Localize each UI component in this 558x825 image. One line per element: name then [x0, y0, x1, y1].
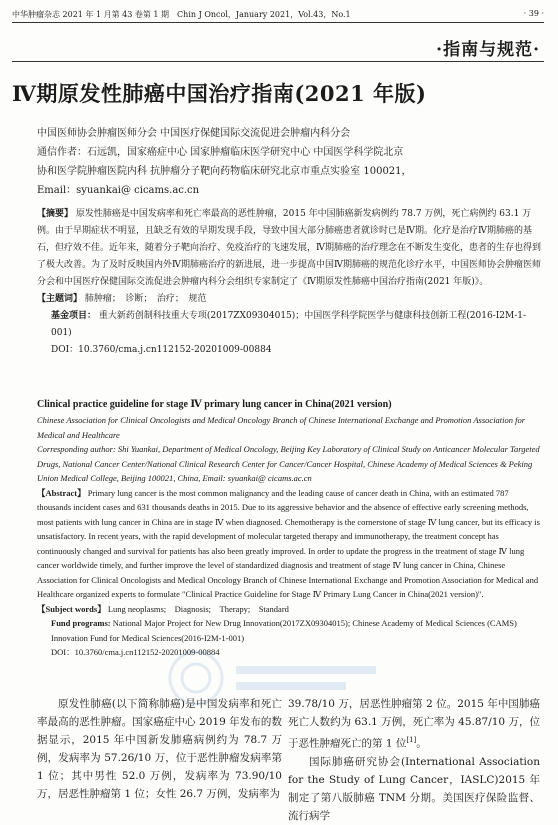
body-paragraph: 原发性肺癌(以下简称肺癌)是中国发病率和死亡率最高的恶性肿瘤。国家癌症中心 2019 年发布的数据显示，2015 年中国新发肺癌病例约为 78.7 万例，发病率为 57.26/10 万，位于恶性肿瘤发病率第 1 位；其中男性 52.0 万例，发病率为 73.90/10 万，居恶性肿瘤第 1 位；女性 26.7 万例，发病率为: [37, 698, 282, 800]
running-header: [12, 9, 544, 20]
body-column-left: [37, 695, 282, 803]
english-fund-label: Fund programs:: [51, 618, 111, 628]
keywords-text: 肺肿瘤； 诊断； 治疗； 规范: [84, 294, 207, 304]
english-doi[interactable]: DOI：10.3760/cma.j.cn112152-20201009-00884: [51, 647, 220, 657]
author-line: 协和医学院肿瘤医院内科 抗肿瘤分子靶向药物临床研究北京市重点实验室 100021，: [37, 166, 412, 177]
author-line: 中国医师协会肿瘤医师分会 中国医疗保健国际交流促进会肿瘤内科分会: [37, 128, 351, 139]
reference-marker[interactable]: [1]: [406, 736, 417, 744]
english-abstract-text: Primary lung cancer is the most common malignancy and the leading cause of cancer death in China, with an estimated 787 thousands incident cases and 631 thousands deaths in 2015. Due to its aggressive behavior and the absence of effective early screening methods, most patients with lung cancer in China are in stage Ⅳ when diagnosed. Chemotherapy is the cornerstone of stage Ⅳ lung cancer, but its efficacy is unsatisfactory. In recent years, with the rapid development of molecular targeted therapy and immunotherapy, the treatment concept has continuously changed and survival for patients has also been greatly improved. In order to update the progress in the treatment of stage Ⅳ lung cancer worldwide timely, and further improve the level of standardized diagnosis and treatment of stage Ⅳ lung cancer in China, Chinese Association for Clinical Oncologists and Medical Oncology Branch of Chinese International Exchange and Promotion Association for Medical and Healthcare organized experts to formulate "Clinical Practice Guideline for Stage Ⅳ Primary Lung Cancer in China(2021 version)".: [37, 487, 540, 599]
doi-line[interactable]: DOI：10.3760/cma.j.cn112152-20201009-00884: [51, 345, 272, 355]
body-text: 39.78/10 万，居恶性肿瘤第 2 位。2015 年中国肺癌死亡人数约为 63.1 万例，死亡率为 45.87/10 万，位于恶性肿瘤死亡的第 1 位: [288, 698, 540, 750]
fund-text: 重大新药创制科技重大专项(2017ZX09304015)；中国医学科学院医学与健康科技创新工程(2016-I2M-1-001): [51, 311, 527, 338]
english-orgs: Chinese Association for Clinical Oncologists and Medical Oncology Branch of Chinese International Exchange and Promotion Association for Medical and Healthcare: [37, 415, 526, 440]
abstract-text: 原发性肺癌是中国发病率和死亡率最高的恶性肿瘤，2015 年中国肺癌新发病例约 78.7 万例，死亡病例约 63.1 万例。由于早期症状不明显，且缺乏有效的早期发现手段，导致中国大部分肺癌患者就诊时已是Ⅳ期。化疗是治疗Ⅳ期肺癌的基石，但疗效不佳。近年来，随着分子靶向治疗、免疫治疗的飞速发展，Ⅳ期肺癌的治疗理念在不断发生变化，患者的生存也得到了极大改善。为了及时反映国内外Ⅳ期肺癌治疗的新进展，进一步提高中国Ⅳ期肺癌的规范化诊疗水平，中国医师协会肿瘤医师分会和中国医疗保健国际交流促进会肿瘤内科分会组织专家制定了《Ⅳ期原发性肺癌中国治疗指南(2021 年版)》。: [37, 209, 541, 287]
fund-label: 基金项目：: [51, 311, 97, 321]
article-title: Ⅳ期原发性肺癌中国治疗指南(2021 年版): [12, 81, 427, 106]
header-rule: [12, 22, 544, 23]
keywords-paragraph: [37, 291, 541, 308]
english-corresponding: [37, 442, 541, 486]
abstract-label: 【摘要】: [37, 209, 74, 219]
page-number: · 39 ·: [523, 9, 544, 18]
corresponding-text: Shi Yuankai, Department of Medical Oncology, Beijing Key Laboratory of Clinical Study on Anticancer Molecular Targeted Drugs, National Cancer Center/National Clinical Research Center for Cancer/Cancer Hospital, Chinese Academy of Medical Sciences & Peking Union Medical College, Beijing 100021, China, Email: syuankai@ cicams.ac.cn: [37, 444, 540, 483]
journal-citation: 中华肿瘤杂志 2021 年 1 月第 43 卷第 1 期 Chin J Oncol，January 2021，Vol.43，No.1: [12, 10, 351, 19]
english-abstract-paragraph: [37, 486, 541, 602]
english-fund-text: National Major Project for New Drug Innovation(2017ZX09304015); Chinese Academy of Medical Sciences (CAMS) Innovation Fund for Medical Sciences(2016-I2M-1-001): [51, 618, 517, 643]
chinese-abstract: [37, 206, 541, 359]
corresponding-label: Corresponding author:: [37, 444, 116, 454]
body-text-end: 。: [416, 737, 427, 750]
body-paragraph: [288, 695, 540, 753]
fund-paragraph: [37, 308, 541, 342]
abstract-paragraph: [37, 206, 541, 291]
chinese-authors: [37, 124, 537, 200]
english-abstract-label: 【Abstract】: [37, 487, 86, 498]
body-paragraph: 国际肺癌研究协会(International Association for the Study of Lung Cancer，IASLC)2015 年制定了第八版肺癌 TNM 分期。美国医疗保险监督、流行病学: [288, 755, 540, 822]
section-rule: [12, 61, 544, 62]
english-keywords-text: Lung neoplasms; Diagnosis; Therapy; Standard: [107, 603, 289, 614]
english-abstract: [37, 396, 541, 660]
body-column-right: [288, 695, 540, 825]
section-label: ·指南与规范·: [436, 40, 540, 60]
author-line: Email：syuankai@ cicams.ac.cn: [37, 185, 200, 196]
keywords-label: 【主题词】: [37, 294, 83, 304]
english-fund: [37, 616, 541, 645]
english-keywords-label: 【Subject words】: [37, 603, 106, 614]
english-title: Clinical practice guideline for stage Ⅳ primary lung cancer in China(2021 version): [37, 399, 392, 410]
author-line: 通信作者：石远凯，国家癌症中心 国家肿瘤临床医学研究中心 中国医学科学院北京: [37, 147, 404, 158]
english-keywords: [37, 602, 541, 617]
